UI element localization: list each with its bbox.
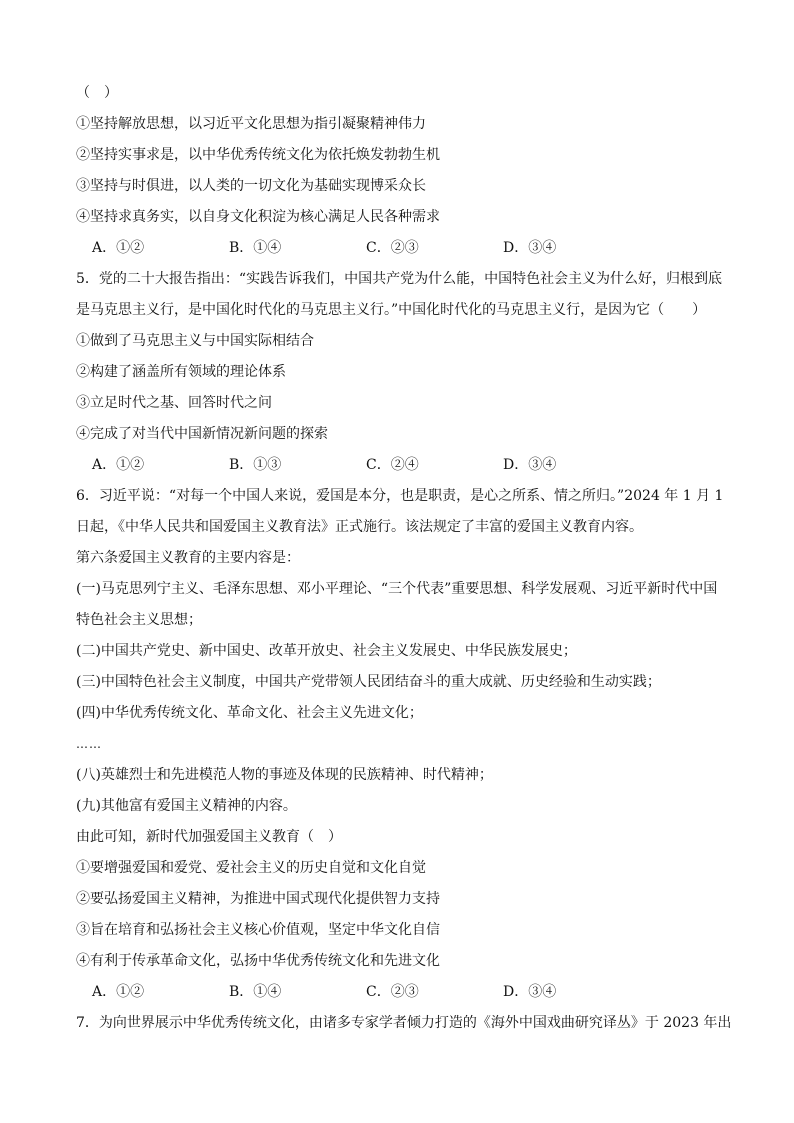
q4-option-d: D．③④ — [503, 240, 557, 256]
q6-clause-1-line-1: (一)马克思列宁主义、毛泽东思想、邓小平理论、“三个代表”重要思想、科学发展观、习近平新时代中国 — [76, 581, 718, 597]
q6-option-c: C．②③ — [366, 984, 419, 1000]
q5-item-2: ②构建了涵盖所有领域的理论体系 — [76, 364, 286, 380]
q4-item-3: ③坚持与时俱进，以人类的一切文化为基础实现博采众长 — [76, 178, 426, 194]
q5-options — [76, 450, 716, 481]
q6-ellipsis: …… — [76, 737, 102, 751]
q6-question: 由此可知，新时代加强爱国主义教育（ ） — [76, 829, 342, 845]
q5-option-d: D．③④ — [503, 457, 557, 473]
q6-clause-1-line-2: 特色社会主义思想； — [76, 612, 202, 628]
q6-clause-4: (四)中华优秀传统文化、革命文化、社会主义先进文化； — [76, 705, 423, 721]
q6-item-3: ③旨在培育和弘扬社会主义核心价值观，坚定中华文化自信 — [76, 922, 440, 938]
q6-item-1: ①要增强爱国和爱党、爱社会主义的历史自觉和文化自觉 — [76, 860, 426, 876]
q6-option-a: A．①② — [92, 984, 145, 1000]
q4-item-4: ④坚持求真务实，以自身文化积淀为核心满足人民各种需求 — [76, 209, 440, 225]
q6-option-b: B．①④ — [229, 984, 282, 1000]
q4-option-b: B．①④ — [229, 240, 282, 256]
q5-stem-line-2: 是马克思主义行，是中国化时代化的马克思主义行。”中国化时代化的马克思主义行，是因为它（ ） — [76, 302, 707, 318]
q6-clause-3: (三)中国特色社会主义制度，中国共产党带领人民团结奋斗的重大成就、历史经验和生动实践； — [76, 674, 661, 690]
q5-stem-line-1: 5．党的二十大报告指出：“实践告诉我们，中国共产党为什么能，中国特色社会主义为什么好，归根到底 — [76, 271, 723, 287]
q5-option-a: A．①② — [92, 457, 145, 473]
q6-article-title: 第六条爱国主义教育的主要内容是： — [76, 550, 300, 566]
q5-option-b: B．①③ — [229, 457, 282, 473]
q6-options — [76, 977, 716, 1008]
q4-option-a: A．①② — [92, 240, 145, 256]
q7-stem-line-1: 7．为向世界展示中华优秀传统文化，由诸多专家学者倾力打造的《海外中国戏曲研究译丛》于 2023 年出 — [76, 1015, 732, 1031]
q5-item-1: ①做到了马克思主义与中国实际相结合 — [76, 333, 314, 349]
q6-stem-line-1: 6．习近平说：“对每一个中国人来说，爱国是本分，也是职责，是心之所系、情之所归。”2024 年 1 月 1 — [76, 488, 724, 504]
q6-item-4: ④有利于传承革命文化，弘扬中华优秀传统文化和先进文化 — [76, 953, 440, 969]
q4-options — [76, 233, 716, 264]
page-content — [76, 78, 732, 1039]
q6-clause-8: (八)英雄烈士和先进模范人物的事迹及体现的民族精神、时代精神； — [76, 767, 493, 783]
q4-answer-blank: （ ） — [76, 85, 118, 101]
q6-option-d: D．③④ — [503, 984, 557, 1000]
q5-item-3: ③立足时代之基、回答时代之问 — [76, 395, 272, 411]
q6-clause-2: (二)中国共产党史、新中国史、改革开放史、社会主义发展史、中华民族发展史； — [76, 643, 577, 659]
q5-item-4: ④完成了对当代中国新情况新问题的探索 — [76, 426, 328, 442]
q6-clause-9: (九)其他富有爱国主义精神的内容。 — [76, 798, 297, 814]
q4-item-1: ①坚持解放思想，以习近平文化思想为指引凝聚精神伟力 — [76, 116, 426, 132]
q5-option-c: C．②④ — [366, 457, 419, 473]
q4-option-c: C．②③ — [366, 240, 419, 256]
q6-stem-line-2: 日起，《中华人民共和国爱国主义教育法》正式施行。该法规定了丰富的爱国主义教育内容。 — [76, 519, 643, 535]
q4-item-2: ②坚持实事求是，以中华优秀传统文化为依托焕发勃勃生机 — [76, 147, 440, 163]
q6-item-2: ②要弘扬爱国主义精神，为推进中国式现代化提供智力支持 — [76, 891, 440, 907]
